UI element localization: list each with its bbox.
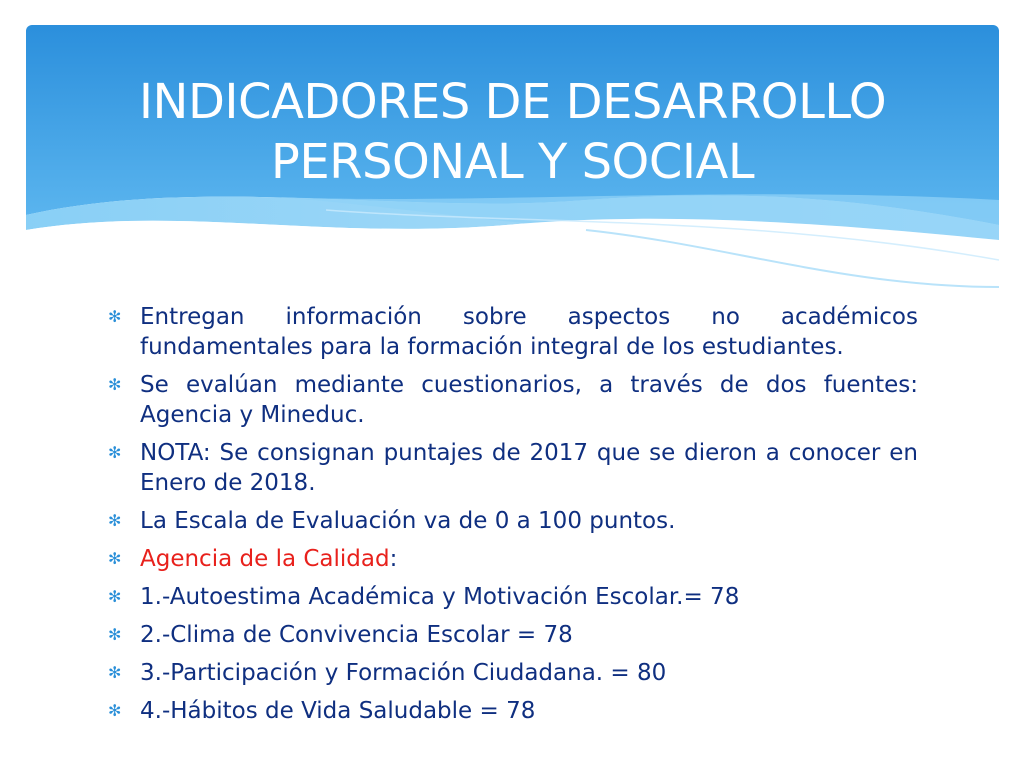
list-item-text: 1.-Autoestima Académica y Motivación Escolar.= 78 <box>140 584 740 610</box>
asterisk-icon: ✻ <box>108 443 122 462</box>
list-item <box>106 620 918 650</box>
list-item <box>106 438 918 498</box>
bullet-list <box>106 302 918 734</box>
title-line-2: PERSONAL Y SOCIAL <box>270 134 755 191</box>
asterisk-icon: ✻ <box>108 587 122 606</box>
list-item <box>106 370 918 430</box>
list-item <box>106 582 918 612</box>
list-item-text: Se evalúan mediante cuestionarios, a través de dos fuentes: Agencia y Mineduc. <box>140 372 918 428</box>
list-item <box>106 696 918 726</box>
list-item-text: 4.-Hábitos de Vida Saludable = 78 <box>140 698 536 724</box>
asterisk-icon: ✻ <box>108 549 122 568</box>
list-item-text: NOTA: Se consignan puntajes de 2017 que se dieron a conocer en Enero de 2018. <box>140 440 918 496</box>
asterisk-icon: ✻ <box>108 625 122 644</box>
agency-suffix: : <box>389 546 398 572</box>
list-item-text: 3.-Participación y Formación Ciudadana. = 80 <box>140 660 667 686</box>
list-item <box>106 658 918 688</box>
agency-highlight: Agencia de la Calidad <box>140 546 390 572</box>
asterisk-icon: ✻ <box>108 307 122 326</box>
asterisk-icon: ✻ <box>108 701 122 720</box>
list-item <box>106 544 918 574</box>
asterisk-icon: ✻ <box>108 663 122 682</box>
asterisk-icon: ✻ <box>108 375 122 394</box>
page-title <box>26 72 999 192</box>
title-line-1: INDICADORES DE DESARROLLO <box>138 74 887 131</box>
list-item-text: 2.-Clima de Convivencia Escolar = 78 <box>140 622 573 648</box>
list-item <box>106 302 918 362</box>
list-item-text: La Escala de Evaluación va de 0 a 100 puntos. <box>140 508 676 534</box>
asterisk-icon: ✻ <box>108 511 122 530</box>
list-item <box>106 506 918 536</box>
list-item-text: Entregan información sobre aspectos no académicos fundamentales para la formación integral de los estudiantes. <box>140 304 918 360</box>
